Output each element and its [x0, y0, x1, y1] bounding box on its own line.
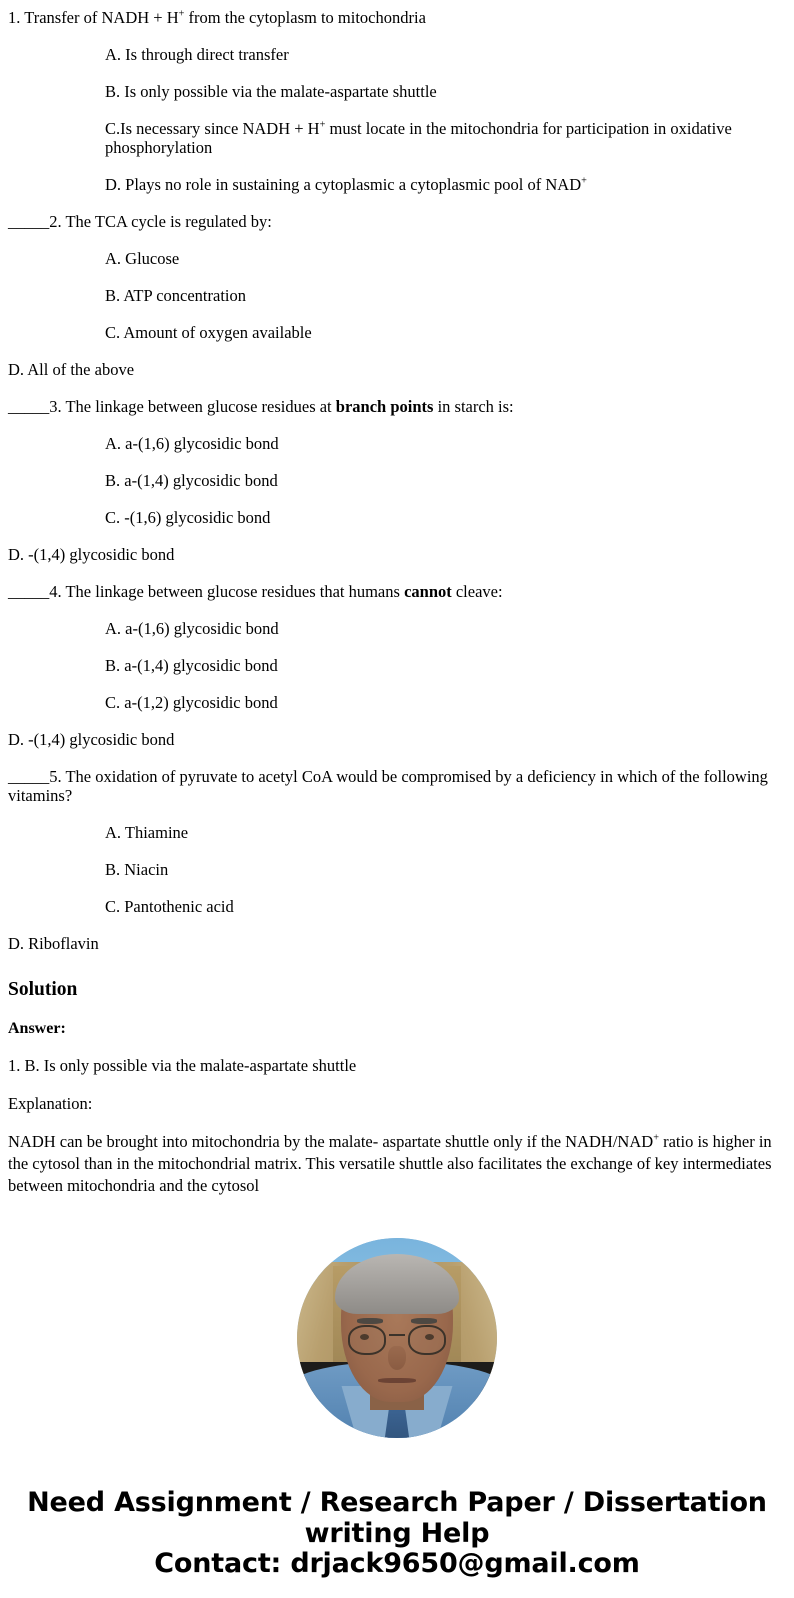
question-2-option-b: B. ATP concentration [105, 286, 246, 306]
avatar-glasses-lens-left [348, 1325, 386, 1355]
question-4-answer-blank[interactable]: _____ [8, 582, 50, 601]
question-5-option-d: D. Riboflavin [8, 934, 99, 954]
question-1-option-b: B. Is only possible via the malate-aspartate shuttle [105, 81, 437, 101]
answer-label: Answer: [8, 1020, 66, 1038]
answer-text: 1. B. Is only possible via the malate-aspartate shuttle [8, 1056, 357, 1076]
question-3-stem-prefix: 3. The linkage between glucose residues at [49, 397, 336, 417]
question-1-stem-prefix: 1. Transfer of NADH + H [8, 8, 179, 27]
avatar-eyebrow-right [411, 1318, 437, 1323]
question-5-stem [8, 767, 784, 806]
question-1-option-a: A. Is through direct transfer [105, 44, 289, 64]
explanation-prefix: NADH can be brought into mitochondria by the malate- aspartate shuttle only if the NADH/NAD [8, 1132, 654, 1152]
question-5-option-c: C. Pantothenic acid [105, 897, 234, 917]
avatar-container [0, 1238, 794, 1438]
question-3-stem-emphasis: branch points [335, 397, 434, 417]
question-5-option-b: B. Niacin [105, 860, 169, 880]
explanation-label: Explanation: [8, 1093, 93, 1113]
explanation-body [8, 1131, 784, 1196]
question-4-stem [8, 582, 784, 601]
question-2-answer-blank[interactable]: _____ [8, 212, 50, 232]
question-1-option-d-superscript: + [581, 175, 587, 187]
question-5-option-a: A. Thiamine [105, 823, 189, 843]
question-1-stem-suffix: from the cytoplasm to mitochondria [184, 8, 426, 27]
question-2-stem [8, 212, 784, 231]
question-3-option-a: A. a-(1,6) glycosidic bond [105, 434, 279, 454]
question-2-stem-text: 2. The TCA cycle is regulated by: [49, 212, 272, 232]
avatar-glasses-lens-right [408, 1325, 446, 1355]
question-1-option-d-prefix: D. Plays no role in sustaining a cytoplasmic a cytoplasmic pool of NAD [105, 175, 582, 195]
avatar-glasses-bridge [389, 1334, 405, 1336]
question-4-option-c: C. a-(1,2) glycosidic bond [105, 692, 278, 712]
question-3-option-c: C. -(1,6) glycosidic bond [105, 508, 271, 528]
question-4-option-a: A. a-(1,6) glycosidic bond [105, 618, 279, 638]
question-1-option-c-superscript: + [319, 119, 326, 131]
promo-line-2: writing Help [304, 1517, 490, 1549]
promo-contact-line[interactable]: Contact: drjack9650@gmail.com [154, 1548, 640, 1580]
question-3-option-d: D. -(1,4) glycosidic bond [8, 545, 175, 565]
avatar-nose [388, 1346, 406, 1370]
question-1-stem [8, 8, 784, 27]
question-2-option-a: A. Glucose [105, 249, 180, 269]
question-4-stem-emphasis: cannot [404, 582, 452, 601]
question-5-stem-text: 5. The oxidation of pyruvate to acetyl CoA would be compromised by a deficiency in which of the following vitamins? [8, 766, 768, 806]
question-3-answer-blank[interactable]: _____ [8, 397, 50, 417]
promo-footer [0, 1488, 794, 1598]
question-4-stem-prefix: 4. The linkage between glucose residues that humans [49, 582, 405, 601]
explanation-suffix: ratio is higher in the cytosol than in the mitochondrial matrix. This versatile shuttle also facilitates the exchange of key intermediates between mitochondria and the cytosol [8, 1132, 772, 1195]
question-3-option-b: B. a-(1,4) glycosidic bond [105, 471, 278, 491]
question-4-option-d: D. -(1,4) glycosidic bond [8, 729, 175, 749]
avatar-mouth [378, 1378, 416, 1383]
avatar [297, 1238, 497, 1438]
question-3-stem [8, 397, 784, 416]
question-1-option-d [8, 175, 784, 194]
question-1-stem-superscript: + [178, 8, 185, 20]
question-1-option-c-prefix: C.Is necessary since NADH + H [105, 118, 320, 138]
question-2-option-d: D. All of the above [8, 360, 135, 380]
question-1-option-c-suffix: must locate in the mitochondria for participation in oxidative phosphorylation [105, 118, 732, 158]
question-4-option-b: B. a-(1,4) glycosidic bond [105, 655, 278, 675]
question-2-option-c: C. Amount of oxygen available [105, 323, 312, 343]
explanation-superscript: + [653, 1132, 659, 1144]
question-5-answer-blank[interactable]: _____ [8, 766, 50, 786]
question-1-option-c [8, 119, 784, 158]
avatar-eyebrow-left [357, 1318, 383, 1323]
question-4-stem-suffix: cleave: [451, 582, 503, 601]
question-3-stem-suffix: in starch is: [433, 397, 514, 417]
solution-heading: Solution [8, 978, 78, 1000]
promo-line-1: Need Assignment / Research Paper / Dissertation [27, 1487, 767, 1519]
